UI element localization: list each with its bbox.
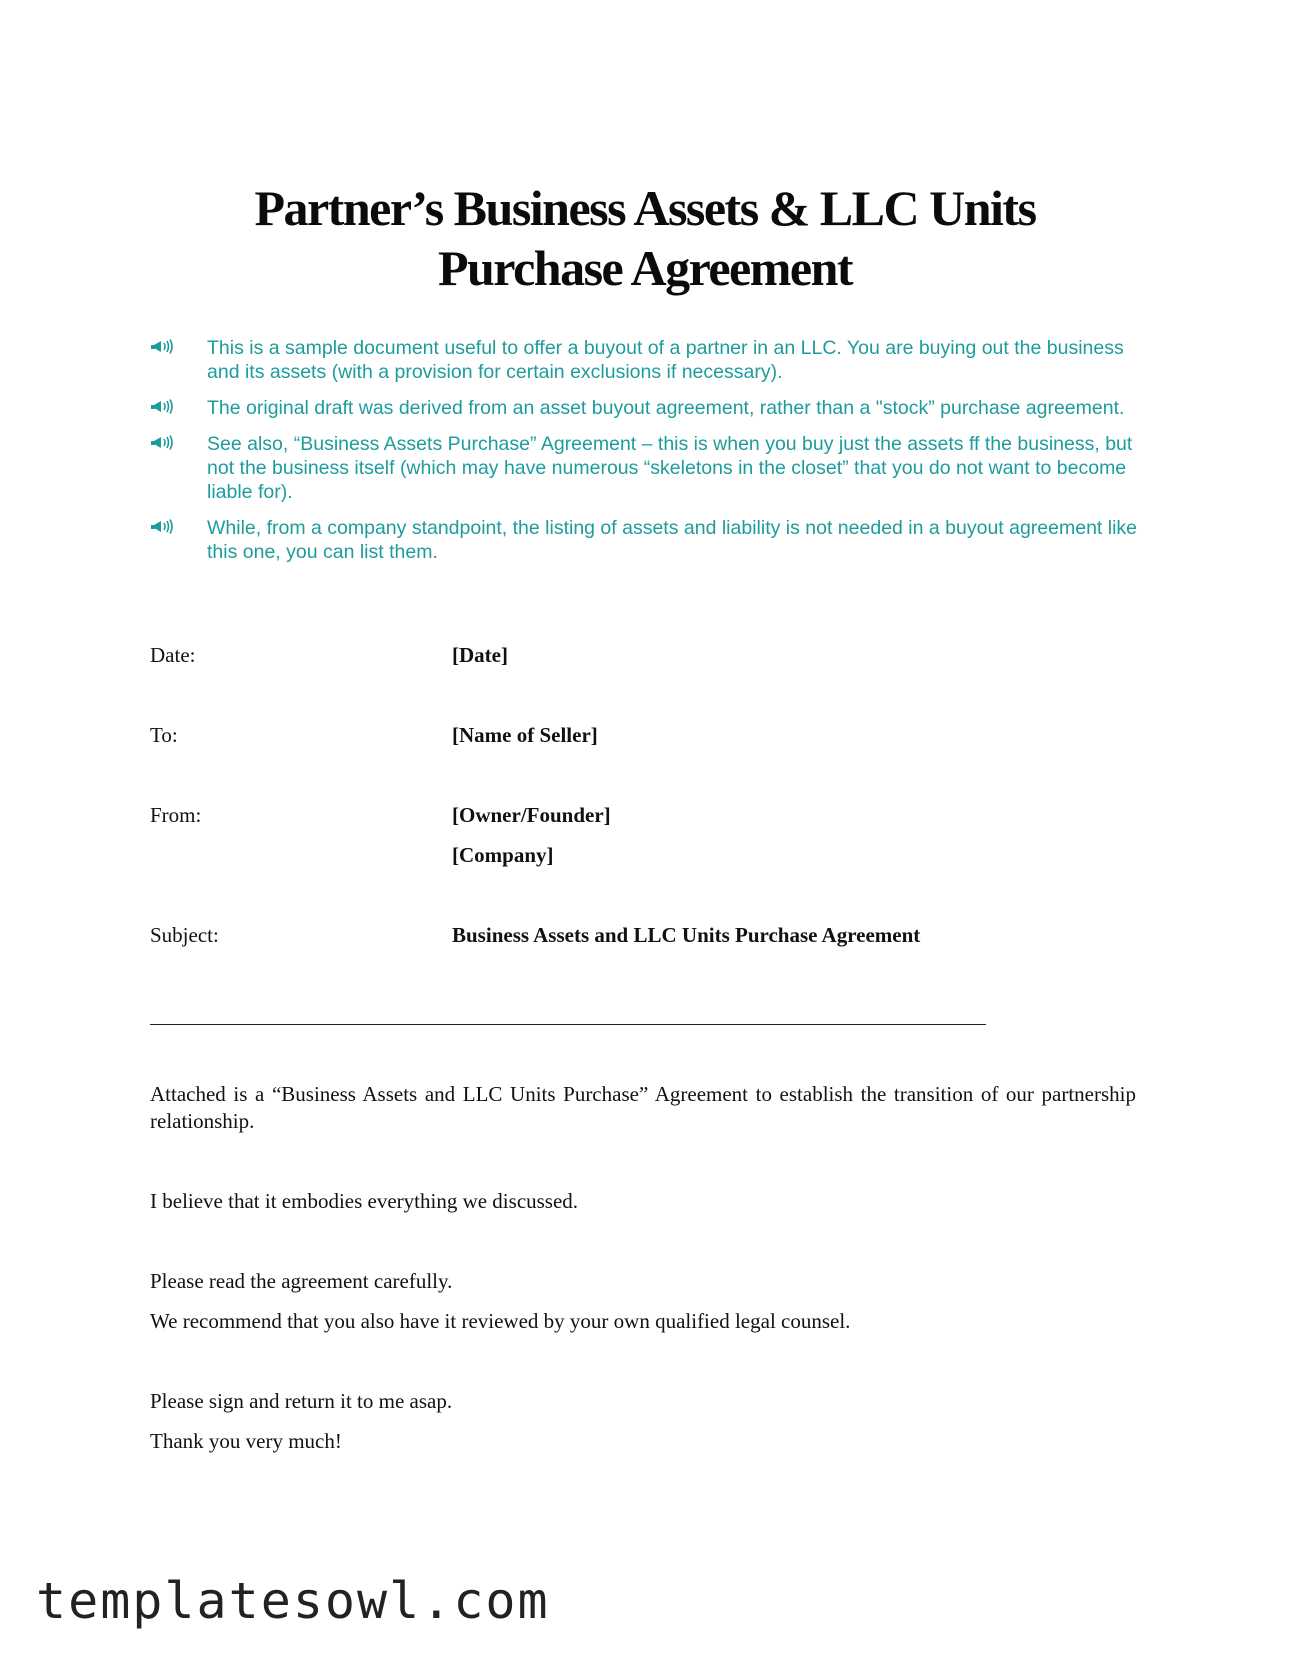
title-line-1: Partner’s Business Assets & LLC Units xyxy=(254,180,1036,236)
megaphone-icon xyxy=(150,434,176,452)
note-text: The original draft was derived from an asset buyout agreement, rather than a "stock” purchase agreement. xyxy=(207,397,1125,419)
watermark-text: templatesowl.com xyxy=(36,1572,550,1630)
from-value-owner: [Owner/Founder] xyxy=(452,803,611,827)
body-paragraph: I believe that it embodies everything we discussed. xyxy=(150,1189,579,1213)
from-label: From: xyxy=(150,803,202,827)
date-label: Date: xyxy=(150,643,196,667)
to-label: To: xyxy=(150,723,178,747)
note-text: This is a sample document useful to offer a buyout of a partner in an LLC. You are buying out the business and its assets (with a provision for certain exclusions if necessary). xyxy=(207,337,1124,383)
body-paragraph: Please sign and return it to me asap. xyxy=(150,1389,453,1413)
subject-value: Business Assets and LLC Units Purchase Agreement xyxy=(452,923,921,947)
note-item xyxy=(150,516,1150,564)
subject-label: Subject: xyxy=(150,923,219,947)
body-paragraph: We recommend that you also have it reviewed by your own qualified legal counsel. xyxy=(150,1309,851,1333)
megaphone-icon xyxy=(150,518,176,536)
divider-line xyxy=(150,1024,986,1025)
title-line-2: Purchase Agreement xyxy=(437,240,853,296)
megaphone-icon xyxy=(150,338,176,356)
to-value: [Name of Seller] xyxy=(452,723,598,747)
note-text: While, from a company standpoint, the listing of assets and liability is not needed in a buyout agreement like this one, you can list them. xyxy=(207,517,1138,563)
document-title xyxy=(150,178,1140,298)
megaphone-icon xyxy=(150,398,176,416)
body-paragraph: Attached is a “Business Assets and LLC Units Purchase” Agreement to establish the transition of our partnership relationship. xyxy=(150,1082,1136,1133)
body-paragraph: Thank you very much! xyxy=(150,1429,342,1453)
date-value: [Date] xyxy=(452,643,508,667)
note-item xyxy=(150,396,1150,420)
from-value-company: [Company] xyxy=(452,843,554,867)
note-item xyxy=(150,432,1150,504)
note-text: See also, “Business Assets Purchase” Agreement – this is when you buy just the assets ff the business, but not the business itself (which may have numerous “skeletons in the closet” that you do not want to become liable for). xyxy=(207,433,1133,503)
note-item xyxy=(150,336,1150,384)
instruction-notes xyxy=(150,336,1150,576)
body-paragraph: Please read the agreement carefully. xyxy=(150,1269,453,1293)
